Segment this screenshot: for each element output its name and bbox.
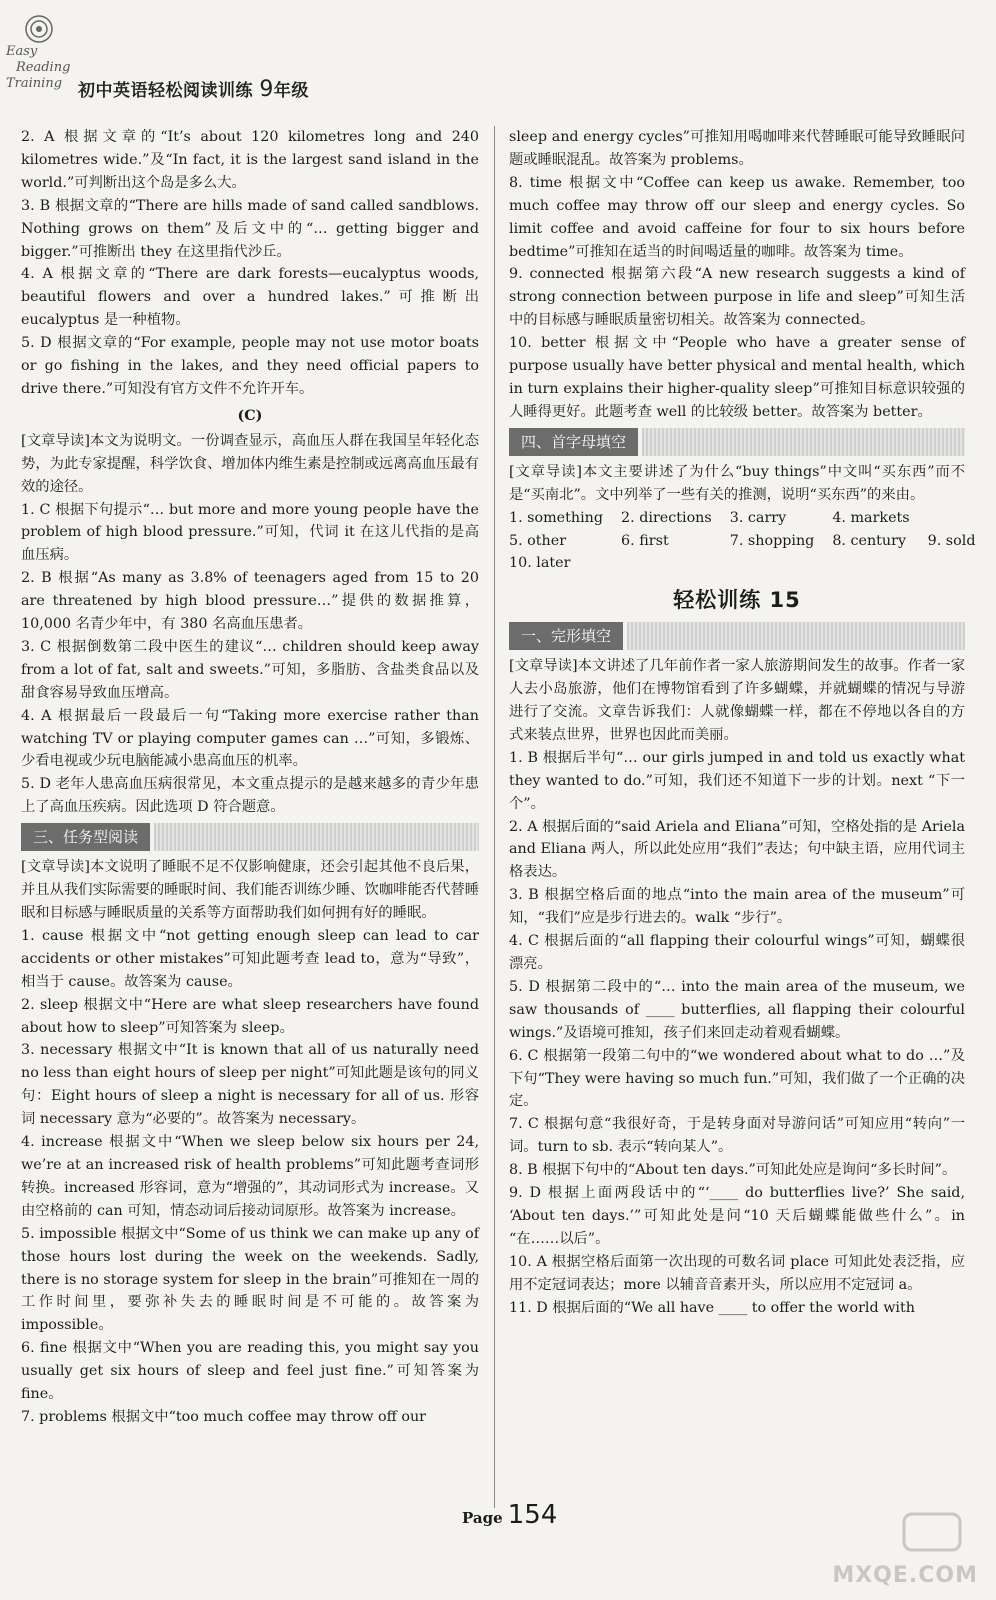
subsection-label: (C) <box>237 407 263 424</box>
book-title-prefix: 初中英语轻松阅读训练 <box>78 81 253 101</box>
answer-paragraph: 3. B 根据文章的“There are hills made of sand called sandblows. Nothing grows on them”及后文中的“… getting bigger and bigger.”可推断出 they 在这里指代沙丘。 <box>21 197 479 260</box>
answer-paragraph: 5. D 根据第二段中的“… into the main area of the museum, we saw thousands of ____ butterflies, all flapping their colourful wings.”及语境可推知，孩子们来回走动着观看蝴蝶。 <box>509 978 965 1041</box>
answer-paragraph: 5. D 老年人患高血压病很常见，本文重点提示的是越来越多的青少年患上了高血压疾病。因此选项 D 符合题意。 <box>21 776 479 816</box>
section-heading-bar <box>154 823 479 851</box>
answer-paragraph: [文章导读]本文为说明文。一份调查显示，高血压人群在我国呈年轻化态势，为此专家提醒，科学饮食、增加体内维生素是控制或远离高血压最有效的途径。 <box>21 432 479 495</box>
section-heading-label: 一、完形填空 <box>509 622 623 650</box>
page-number <box>462 1500 557 1530</box>
watermark <box>832 1512 982 1592</box>
answer-paragraph: 6. fine 根据文中“When you are reading this, you might say you usually get six hours of sleep and feel just fine.”可知答案为 fine。 <box>21 1340 479 1403</box>
answer-paragraph: 5. impossible 根据文中“Some of us think we can make up any of those hours lost during the week on the weekends. Sadly, there is no storage system for sleep in the brain”可推知在一周的工作时间里，要弥补失去的睡眠时间是不可能的。故答案为 impossible。 <box>21 1225 479 1334</box>
answer-paragraph: sleep and energy cycles”可推知用喝咖啡来代替睡眠可能导致睡眠问题或睡眠混乱。故答案为 problems。 <box>509 129 965 168</box>
answer-paragraph: [文章导读]本文主要讲述了为什么“buy things”中文叫“买东西”而不是“买南北”。文中列举了一些有关的推测，说明“买东西”的来由。 <box>509 463 965 503</box>
answer-paragraph: [文章导读]本文说明了睡眠不足不仅影响健康，还会引起其他不良后果，并且从我们实际需要的睡眠时间、我们能否训练少睡、饮咖啡能否代替睡眠和目标感与睡眠质量的关系等方面帮助我们如何拥有好的睡眠。 <box>21 859 479 921</box>
answer-paragraph: 4. A 根据最后一段最后一句“Taking more exercise rather than watching TV or playing computer games can …”可知，多锻炼、少看电视或少玩电脑能减小患高血压的机率。 <box>21 707 479 770</box>
page-label: Page <box>462 1509 503 1527</box>
right-column <box>509 126 976 1320</box>
answer-paragraph: 2. sleep 根据文中“Here are what sleep researchers have found about how to sleep”可知答案为 sleep。 <box>21 996 479 1036</box>
logo-word-3: Training <box>6 76 63 91</box>
training-title: 轻松训练 15 <box>673 588 801 613</box>
answer-paragraph: 2. A 根据后面的“said Ariela and Eliana”可知，空格处指的是 Ariela and Eliana 两人，所以此处应用“我们”表达；句中缺主语，应用代词主格表达。 <box>509 818 965 881</box>
logo-emblem-icon <box>24 14 54 44</box>
answer-paragraph: 4. C 根据后面的“all flapping their colourful wings”可知，蝴蝶很漂亮。 <box>509 933 965 972</box>
answer-paragraph: 3. necessary 根据文中“It is known that all of us naturally need no less than eight hours of sleep per night”可知此题是该句的同义句：Eight hours of sleep a night is necessary for all of us. 形容词 necessary 意为“必要的”。故答案为 necessary。 <box>21 1042 479 1128</box>
answer-paragraph: 1. B 根据后半句“… our girls jumped in and told us exactly what they wanted to do.”可知，我们还不知道下一步的计划。next “下一个”。 <box>509 749 965 812</box>
answer-paragraph: 10. A 根据空格后面第一次出现的可数名词 place 可知此处表泛指，应用不定冠词表达；more 以辅音音素开头，所以应用不定冠词 a。 <box>509 1253 965 1293</box>
answer-paragraph: 3. B 根据空格后面的地点“into the main area of the museum”可知，“我们”应是步行进去的。walk “步行”。 <box>509 887 965 927</box>
section-heading <box>509 428 965 456</box>
answer-item: 5. other <box>509 532 567 549</box>
page-header <box>0 0 996 120</box>
series-logo <box>6 10 76 100</box>
answer-paragraph: 8. time 根据文中“Coffee can keep us awake. Remember, too much coffee may throw off our sleep and energy cycles. So limit coffee and avoid caffeine for four to six hours before bedtime”可推知在适当的时间喝适量的咖啡。故答案为 time。 <box>509 174 965 260</box>
answer-paragraph: 2. B 根据“As many as 3.8% of teenagers aged from 15 to 20 are threatened by high blood pressure…”提供的数据推算，10,000 名青少年中，有 380 名高血压患者。 <box>21 570 479 633</box>
answer-item: 6. first <box>621 532 669 549</box>
answer-paragraph: 10. better 根据文中“People who have a greater sense of purpose usually have better physical and mental health, which in turn explains their higher-quality sleep”可推知目标意识较强的人睡得更好。此题考查 well 的比较级 better。故答案为 better。 <box>509 335 965 420</box>
answer-paragraph: 8. B 根据下句中的“About ten days.”可知此处应是询问“多长时间”。 <box>509 1162 957 1179</box>
answer-list <box>509 507 976 576</box>
answer-item: 10. later <box>509 555 571 572</box>
answer-item: 3. carry <box>729 509 787 526</box>
logo-word-2: Reading <box>16 60 71 75</box>
column-divider <box>494 126 495 1508</box>
answer-paragraph: 6. C 根据第一段第二句中的“we wondered about what to do …”及下句“They were having so much fun.”可知，我们做了一个正确的决定。 <box>509 1047 965 1110</box>
section-heading-label: 三、任务型阅读 <box>21 823 150 851</box>
answer-item: 4. markets <box>832 509 910 526</box>
logo-word-1: Easy <box>6 44 38 59</box>
answer-item: 8. century <box>832 532 907 549</box>
answer-item <box>928 507 976 530</box>
answer-paragraph: 7. problems 根据文中“too much coffee may throw off our <box>21 1408 427 1425</box>
answer-paragraph: 2. A 根据文章的“It’s about 120 kilometres long and 240 kilometres wide.”及“In fact, it is the largest sand island in the world.”可判断出这个岛是多么大。 <box>21 129 479 191</box>
watermark-text: MXQE.COM <box>832 1563 978 1588</box>
answer-paragraph: 11. D 根据后面的“We all have ____ to offer the world with <box>509 1299 915 1316</box>
answer-paragraph: 1. C 根据下句提示“… but more and more young people have the problem of high blood pressure.”可知，代词 it 在这儿代指的是高血压病。 <box>21 501 479 564</box>
answer-paragraph: 4. A 根据文章的“There are dark forests—eucalyptus woods, beautiful flowers and over a hundred lakes.”可推断出 eucalyptus 是一种植物。 <box>21 266 479 329</box>
answer-item: 1. something <box>509 509 604 526</box>
book-grade-suffix: 年级 <box>273 81 309 101</box>
section-heading-bar <box>627 622 965 650</box>
section-heading <box>21 823 479 851</box>
answer-item: 7. shopping <box>729 532 815 549</box>
answer-paragraph: 9. connected 根据第六段“A new research suggests a kind of strong connection between purpose in life and sleep”可知生活中的目标感与睡眠质量密切相关。故答案为 connected。 <box>509 266 965 329</box>
answer-paragraph: 4. increase 根据文中“When we sleep below six hours per 24, we’re at an increased risk of health problems”可知此题考查词形转换。increased 形容词，意为“增强的”，其动词形式为 increase。又由空格前的 can 可知，情态动词后接动词原形。故答案为 increase。 <box>21 1134 479 1219</box>
answer-item: 9. sold <box>927 532 976 549</box>
section-heading <box>509 622 965 650</box>
left-column <box>21 126 479 1429</box>
answer-paragraph: 5. D 根据文章的“For example, people may not use motor boats or go fishing in the lakes, and they need official papers to drive there.”可知没有官方文件不允许开车。 <box>21 335 479 397</box>
book-title <box>78 76 309 102</box>
page-num: 154 <box>507 1500 558 1530</box>
answer-item: 2. directions <box>621 509 712 526</box>
section-heading-bar <box>642 428 965 456</box>
answer-paragraph: 9. D 根据上面两段话中的“‘____ do butterflies live?’ She said, ‘About ten days.’”可知此处是问“10 天后蝴蝶能做些什么”。in “在……以后”。 <box>509 1185 965 1247</box>
answer-paragraph: 7. C 根据句意“我很好奇，于是转身面对导游问话”可知应用“转向”一词。turn to sb. 表示“转向某人”。 <box>509 1116 965 1156</box>
book-grade-number: 9 <box>259 77 274 102</box>
section-heading-label: 四、首字母填空 <box>509 428 638 456</box>
answer-paragraph: 1. cause 根据文中“not getting enough sleep can lead to car accidents or other mistakes”可知此题考查 lead to，意为“导致”，相当于 cause。故答案为 cause。 <box>21 927 479 990</box>
answer-paragraph: [文章导读]本文讲述了几年前作者一家人旅游期间发生的故事。作者一家人去小岛旅游，他们在博物馆看到了许多蝴蝶，并就蝴蝶的情况与导游进行了交流。文章告诉我们：人就像蝴蝶一样，都在不停地以各自的方式来装点世界，世界也因此而美丽。 <box>509 658 965 743</box>
watermark-seal-icon <box>902 1512 962 1552</box>
answer-paragraph: 3. C 根据倒数第二段中医生的建议“… children should keep away from a lot of fat, salt and sweets.”可知，多脂肪、含盐类食品以及甜食容易导致血压增高。 <box>21 638 479 701</box>
